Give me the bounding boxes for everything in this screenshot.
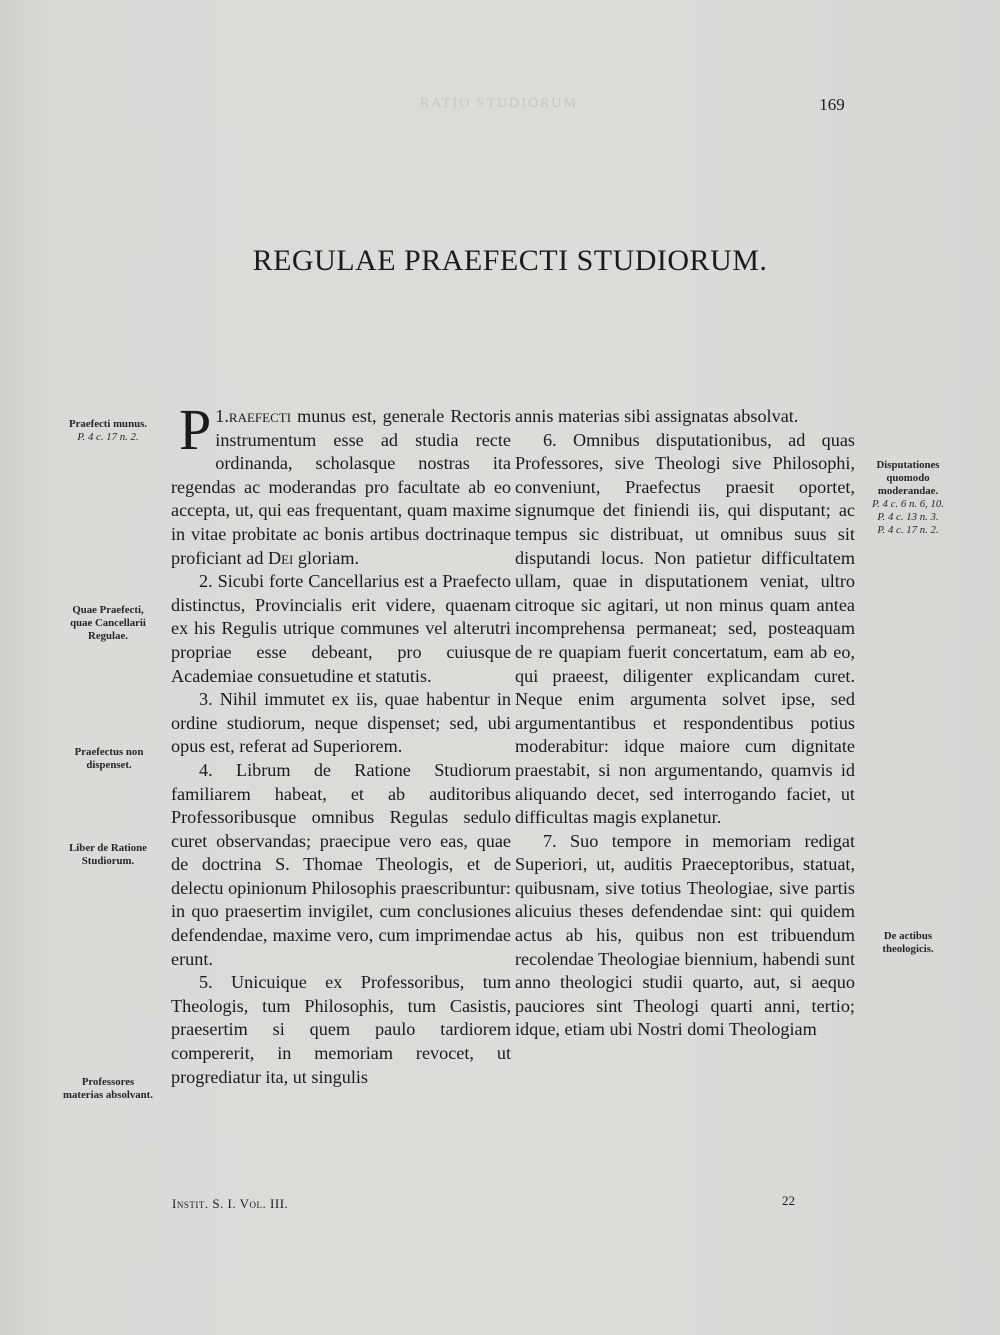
paragraph-number: 1. <box>215 406 229 426</box>
right-column <box>515 405 855 1042</box>
margin-note-actibus: De actibus theologicis. <box>882 930 934 955</box>
margin-note-cancellarii: Quae Praefecti, quae Cancellarii Regulae. <box>70 604 146 642</box>
margin-note-professores: Professores materias absolvant. <box>63 1076 153 1101</box>
margin-note-reference: P. 4 c. 17 n. 2. <box>877 524 939 536</box>
margin-note-disputationes <box>858 459 958 537</box>
page-number: 169 <box>819 95 845 114</box>
bleed-through-header: RATIO STUDIORUM <box>420 96 578 111</box>
paragraph-4: 4. Librum de Ratione Studiorum familiarem habeat, et ab auditoribus Professoribusque omnibus Regulas sedulo curet observandas; praecipue vero eas, quae de doctrina S. Thomae Theologis, et de delectu opinionum Philosophis praescribuntur: in quo praesertim invigilet, cum conclusiones defendendae, maxime vero, cum imprimendae erunt. <box>171 759 511 969</box>
paragraph-6: 6. Omnibus disputationibus, ad quas Professores, sive Theologi sive Philosophi, conveniunt, Praefectus praesit oportet, signumque det finiendi iis, qui disputant; ac tempus sic distribuat, ut omnibus suus sit disputandi locus. Non patietur difficultatem ullam, quae in disputationem veniat, ultro citroque sic agitari, ut non minus quam antea incomprehensa permaneat; sed, posteaquam de re quapiam fuerit concertatum, eam ab eo, qui praeest, diligenter explicandam curet. Neque enim argumenta solvet ipse, sed argumentantibus et respondentibus potius moderabitur: idque maiore cum dignitate praestabit, si non argumentando, quamvis id aliquando decet, sed interrogando faciet, ut difficultas magis explanetur. <box>515 429 855 828</box>
paragraph-3: 3. Nihil immutet ex iis, quae habentur in ordine studiorum, neque dispenset; sed, ubi opus est, referat ad Superiorem. <box>171 689 511 757</box>
page-title: REGULAE PRAEFECTI STUDIORUM. <box>252 244 768 277</box>
margin-note-praefecti-munus <box>58 418 158 444</box>
margin-note-non-dispenset: Praefectus non dispenset. <box>74 746 144 771</box>
paragraph-1 <box>171 397 511 570</box>
margin-note-liber: Liber de Ratione Studiorum. <box>69 842 147 867</box>
footer-gathering-number: 22 <box>782 1193 795 1208</box>
paragraph-text: munus est, generale Rectoris instrumentum esse ad studia recte ordinanda, scholasque nostras ita regendas ac moderandas pro facultate ab eo accepta, ut, qui eas frequentant, quam maxime in vitae probitate ac bonis artibus doctrinaque proficiant ad <box>171 406 511 568</box>
small-caps-dei: Dei <box>267 547 294 568</box>
margin-note-title: Praefecti munus. <box>69 418 147 430</box>
left-column <box>171 397 511 1089</box>
paragraph-text-end: gloriam. <box>297 547 360 568</box>
drop-cap: P <box>179 397 212 462</box>
footer-signature: Instit. S. I. Vol. III. <box>172 1196 289 1211</box>
small-caps-word: raefecti <box>228 406 292 426</box>
paragraph-2: 2. Sicubi forte Cancellarius est a Praefecto distinctus, Provincialis erit videre, quaenam ex his Regulis utrique communes vel alterutri propriae esse debeant, pro cuiusque Academiae consuetudine et statutis. <box>171 571 511 686</box>
paragraph-5-continued: annis materias sibi assignatas absolvat. <box>515 406 799 426</box>
margin-note-reference: P. 4 c. 13 n. 3. <box>877 511 939 523</box>
paragraph-5: 5. Unicuique ex Professoribus, tum Theologis, tum Philosophis, tum Casistis, praesertim si quem paulo tardiorem compererit, in memoriam revocet, ut progrediatur ita, ut singulis <box>171 972 511 1087</box>
paragraph-7: 7. Suo tempore in memoriam redigat Superiori, ut, auditis Praeceptoribus, statuat, quibusnam, sive totius Theologiae, sive partis alicuius theses defendendae sint: qui quidem actus ab his, quibus non est tribuendum recolendae Theologiae biennium, habendi sunt anno theologici studii quarto, aut, si aequo pauciores sint Theologi quarti anni, tertio; idque, etiam ubi Nostri domi Theologiam <box>515 830 855 1040</box>
margin-note-title: Disputationes quomodo moderandae. <box>876 459 940 497</box>
margin-note-reference: P. 4 c. 17 n. 2. <box>77 431 139 443</box>
margin-note-reference: P. 4 c. 6 n. 6, 10. <box>871 498 945 510</box>
